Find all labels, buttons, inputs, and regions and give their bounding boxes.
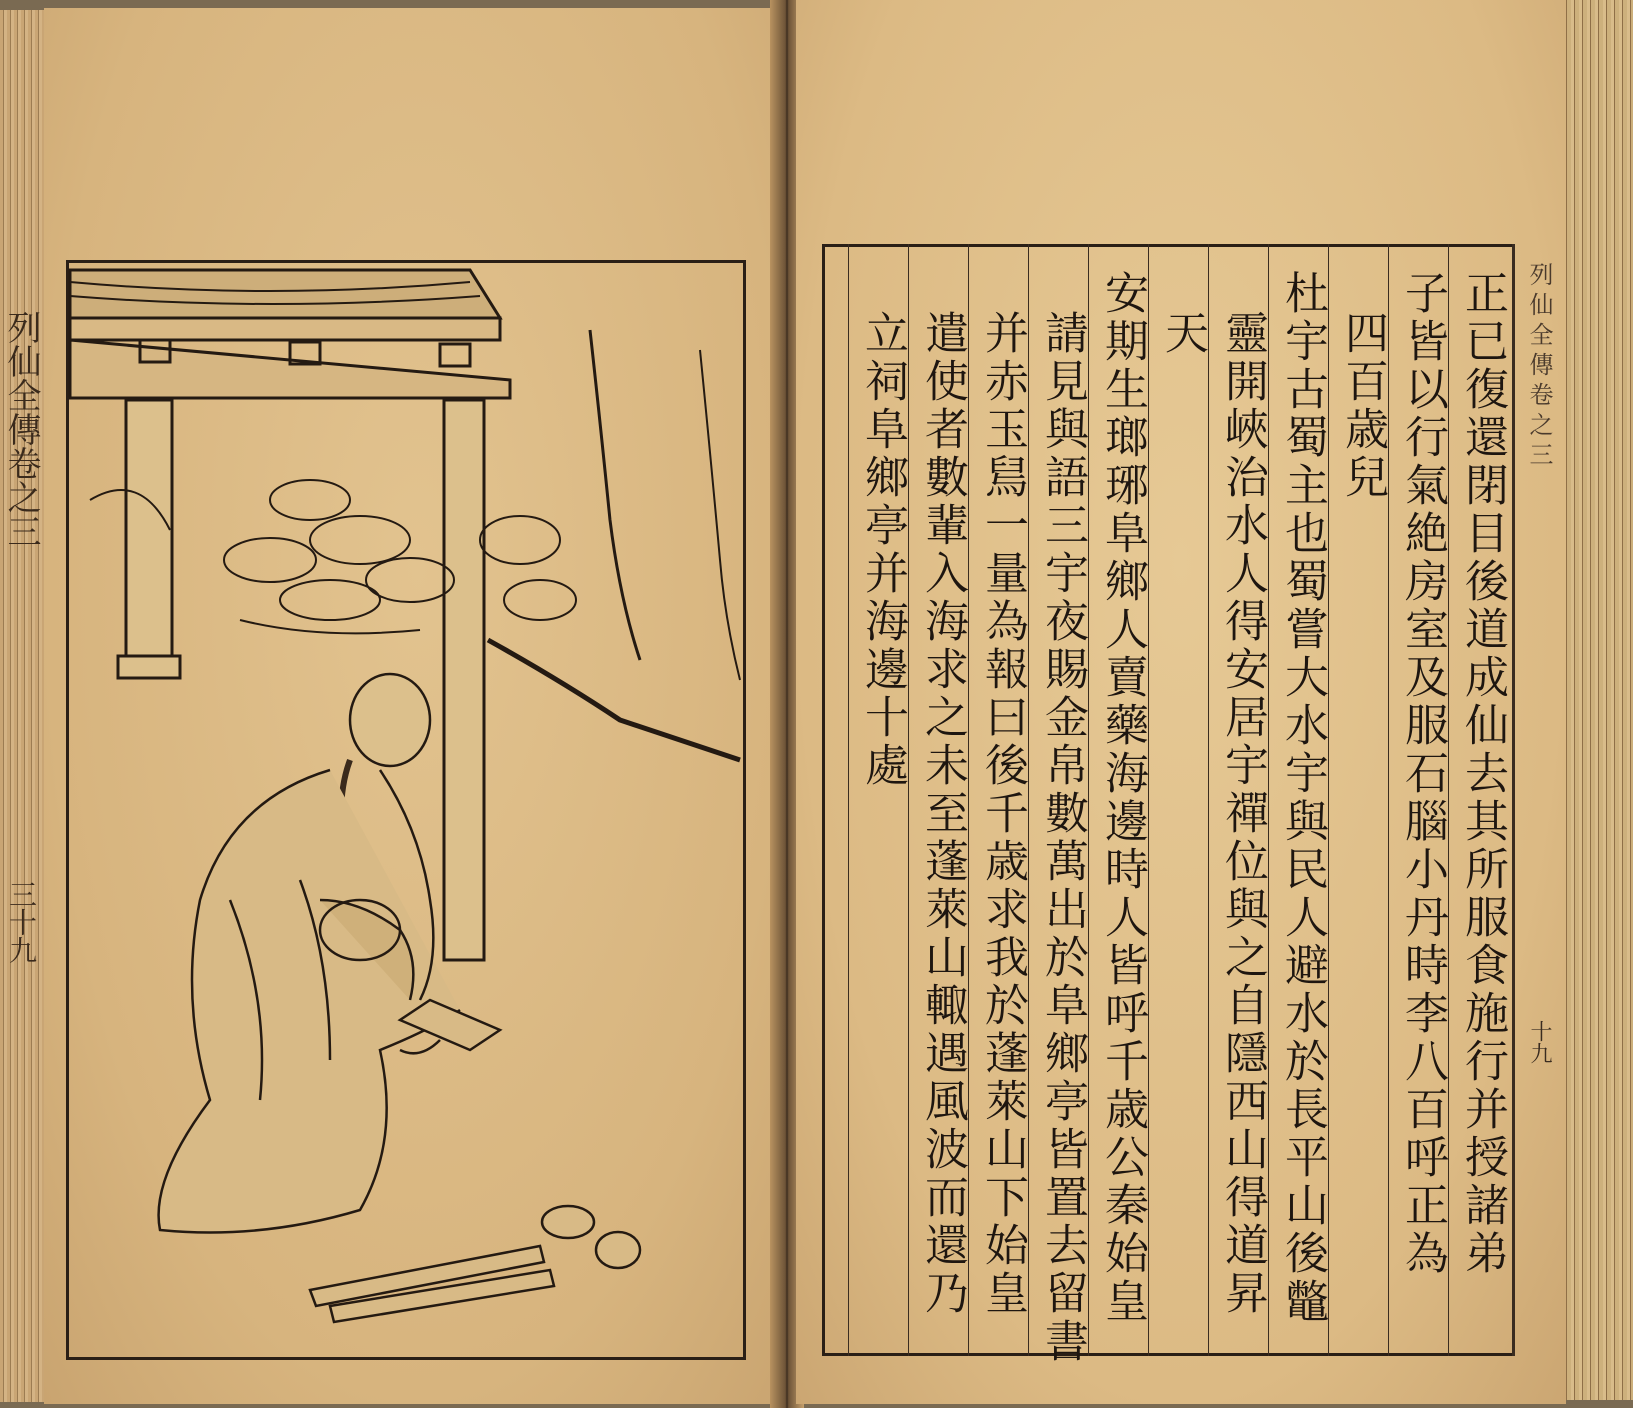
margin-page-number: 十九 xyxy=(1527,1020,1552,1064)
column-rule xyxy=(1148,244,1149,1356)
margin-title: 列仙全傳卷之三 xyxy=(1525,262,1553,472)
text-column: 靈開峽治水人得安居宇禪位與之自隱西山得道昇 xyxy=(1217,310,1268,1318)
column-rule xyxy=(908,244,909,1356)
column-rule xyxy=(1328,244,1329,1356)
text-column: 天 xyxy=(1157,310,1208,358)
text-column: 杜宇古蜀主也蜀嘗大水宇與民人避水於長平山後鼈 xyxy=(1277,270,1328,1326)
column-rule xyxy=(1088,244,1089,1356)
column-rule xyxy=(1268,244,1269,1356)
text-column: 請見與語三宇夜賜金帛數萬出於阜鄉亭皆置去留書 xyxy=(1037,310,1088,1366)
frame-right-border xyxy=(1512,244,1515,1356)
column-rule xyxy=(1208,244,1209,1356)
woodblock-illustration xyxy=(0,0,800,1408)
text-column: 子皆以行氣絶房室及服石腦小丹時李八百呼正為 xyxy=(1397,270,1448,1278)
pavilion-column-right xyxy=(444,400,484,960)
column-rule xyxy=(968,244,969,1356)
text-column: 四百歳兒 xyxy=(1337,310,1388,502)
bamboo-foliage xyxy=(224,480,576,633)
text-column: 遣使者數輩入海求之未至蓬萊山輙遇風波而還乃 xyxy=(917,310,968,1318)
text-column: 立祠阜鄉亭并海邊十處 xyxy=(857,310,908,790)
left-spine-page-number: 三十九 xyxy=(5,880,38,964)
column-rule xyxy=(848,244,849,1356)
left-spine-title: 列仙全傳卷之三 xyxy=(1,310,41,548)
text-column: 正已復還閉目後道成仙去其所服食施行并授諸弟 xyxy=(1457,270,1508,1278)
pavilion-column-left xyxy=(126,400,172,658)
text-column: 并赤玉舃一量為報曰後千歳求我於蓬萊山下始皇 xyxy=(977,310,1028,1318)
column-rule xyxy=(1388,244,1389,1356)
text-column: 安期生瑯琊阜鄉人賣藥海邊時人皆呼千歳公秦始皇 xyxy=(1097,270,1148,1326)
right-page-edges xyxy=(1563,0,1633,1400)
column-rule xyxy=(1028,244,1029,1356)
column-rule xyxy=(1448,244,1449,1356)
pavilion-roof xyxy=(70,270,500,318)
scrolls-and-shoes xyxy=(310,1206,640,1322)
